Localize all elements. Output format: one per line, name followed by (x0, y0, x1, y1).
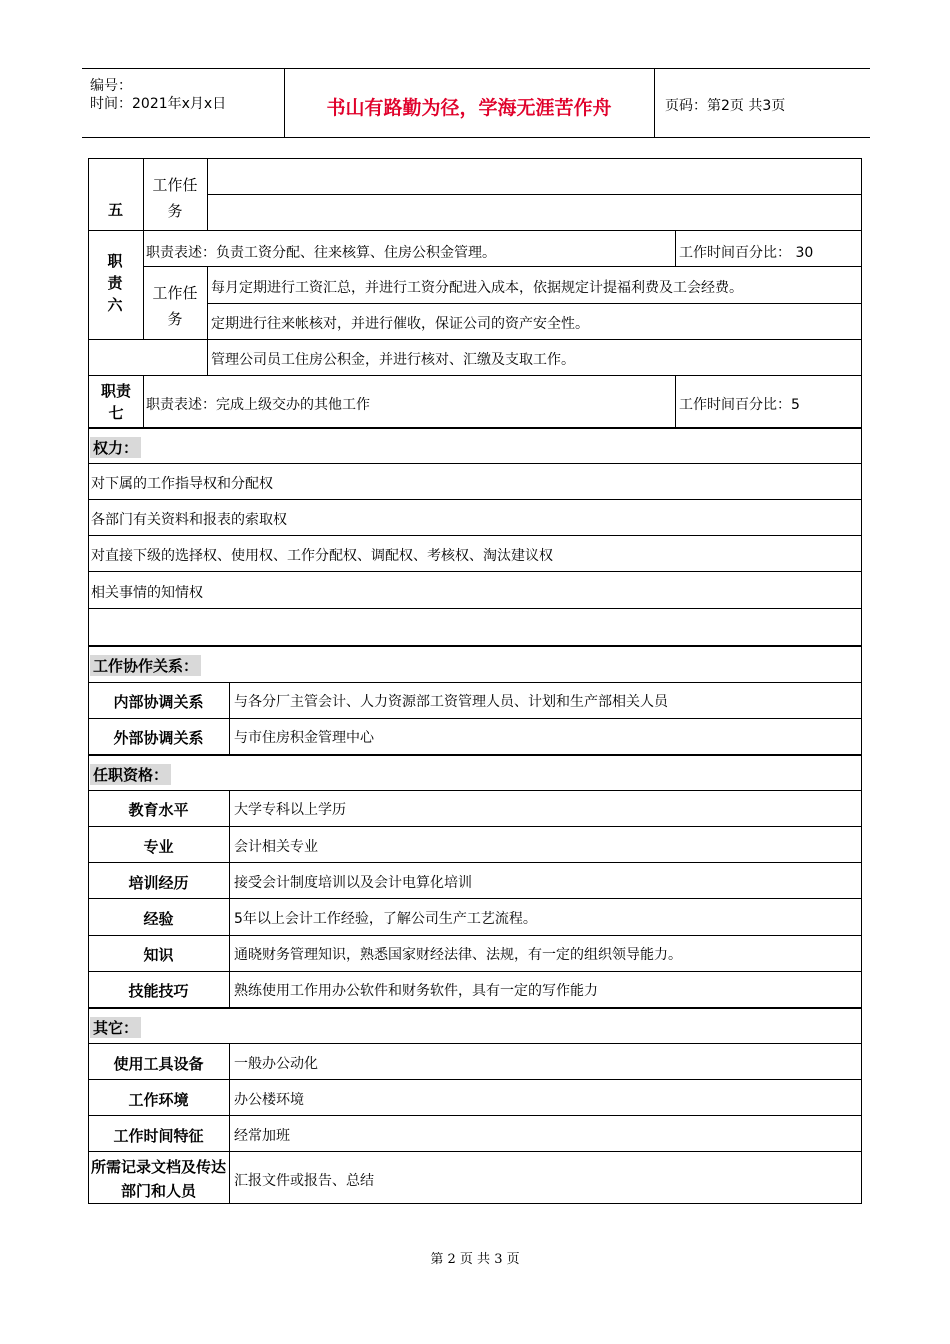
qualification-label: 经验 (143, 910, 174, 928)
qualification-value: 通晓财务管理知识，熟悉国家财经法律、法规，有一定的组织领导能力。 (234, 947, 682, 963)
duty7-description: 职责表述：完成上级交办的其他工作 (146, 397, 370, 413)
duty6-time-percent: 工作时间百分比： 30 (679, 245, 814, 261)
other-section-title: 其它： (90, 1017, 141, 1038)
page-footer: 第 2 页 共 3 页 (430, 1252, 520, 1267)
qualification-value: 熟练使用工作用办公软件和财务软件，具有一定的写作能力 (234, 983, 598, 999)
duty7-label: 职责七 (100, 382, 131, 422)
other-value: 汇报文件或报告、总结 (234, 1173, 374, 1189)
qualification-label: 知识 (143, 946, 174, 964)
qualification-label: 教育水平 (128, 801, 189, 819)
qualification-value: 接受会计制度培训以及会计电算化培训 (234, 875, 472, 891)
power-item: 相关事情的知情权 (91, 585, 203, 601)
other-label: 工作时间特征 (113, 1127, 204, 1145)
document-number: 编号： (90, 78, 132, 94)
duty6-task-3: 管理公司员工住房公积金，并进行核对、汇缴及支取工作。 (211, 352, 575, 368)
qualification-value: 5年以上会计工作经验，了解公司生产工艺流程。 (234, 911, 537, 927)
other-label: 工作环境 (128, 1091, 189, 1109)
power-item: 对直接下级的选择权、使用权、工作分配权、调配权、考核权、淘汰建议权 (91, 548, 553, 564)
cooperation-section-title: 工作协作关系： (90, 655, 201, 676)
duty5-task-label: 工作任务 (152, 176, 198, 220)
power-section-title: 权力： (90, 437, 141, 458)
other-label: 使用工具设备 (113, 1055, 204, 1073)
cooperation-label-internal: 内部协调关系 (113, 693, 204, 711)
header-meta (82, 69, 285, 137)
qualification-label: 技能技巧 (128, 982, 189, 1000)
cooperation-value-external: 与市住房积金管理中心 (234, 730, 374, 746)
qualification-value: 会计相关专业 (234, 839, 318, 855)
qualification-label: 专业 (143, 838, 174, 856)
qualification-label: 培训经历 (128, 874, 189, 892)
other-value: 办公楼环境 (234, 1092, 304, 1108)
power-item: 对下属的工作指导权和分配权 (91, 476, 273, 492)
page-number-label: 页码：第2页 共3页 (665, 98, 786, 114)
qualification-section-title: 任职资格： (90, 764, 171, 785)
duty7-time-percent: 工作时间百分比：5 (679, 397, 800, 413)
duty6-description: 职责表述：负责工资分配、往来核算、住房公积金管理。 (146, 245, 496, 261)
power-item: 各部门有关资料和报表的索取权 (91, 512, 287, 528)
cooperation-value-internal: 与各分厂主管会计、人力资源部工资管理人员、计划和生产部相关人员 (234, 694, 668, 710)
duty5-number: 五 (107, 201, 123, 219)
duty6-task-label: 工作任务 (152, 284, 198, 328)
cooperation-label-external: 外部协调关系 (113, 729, 204, 747)
other-value: 一般办公动化 (234, 1056, 318, 1072)
other-value: 经常加班 (234, 1128, 290, 1144)
page-header (82, 68, 870, 138)
header-page-info (654, 69, 871, 137)
duty6-task-1: 每月定期进行工资汇总，并进行工资分配进入成本，依据规定计提福利费及工会经费。 (211, 280, 743, 296)
duty6-label: 职责六 (107, 252, 123, 314)
document-time: 时间：2021年x月x日 (90, 96, 227, 112)
qualification-value: 大学专科以上学历 (234, 802, 346, 818)
other-label: 所需记录文档及传达部门和人员 (90, 1158, 226, 1200)
header-motto: 书山有路勤为径，学海无涯苦作舟 (326, 97, 612, 119)
duty6-task-2: 定期进行往来帐核对，并进行催收，保证公司的资产安全性。 (211, 316, 589, 332)
